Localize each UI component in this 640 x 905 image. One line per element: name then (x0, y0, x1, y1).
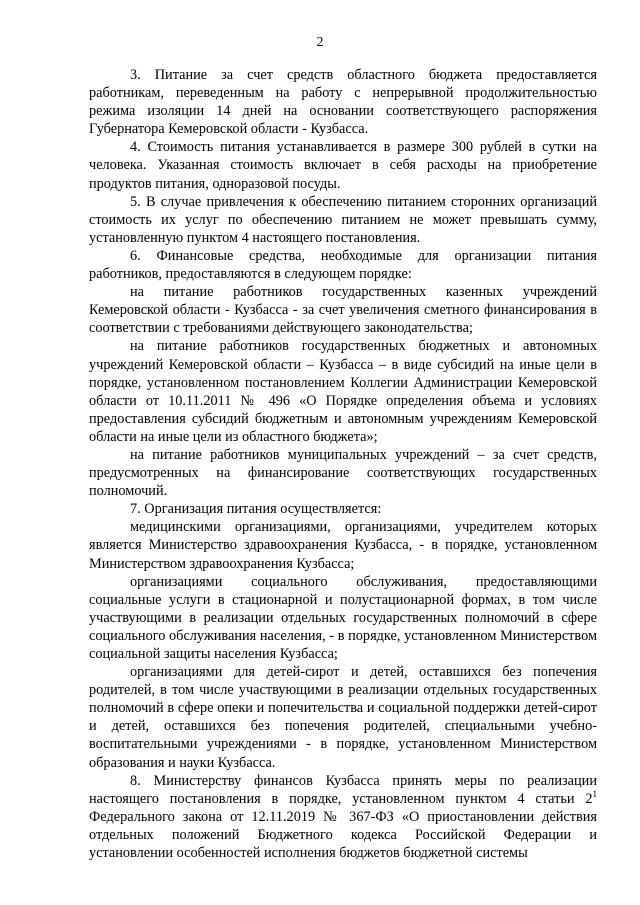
paragraph-8-text-start: 8. Министерству финансов Кузбасса принять меры по реализации настоящего постановления в порядке, установленном пунктом 4 статьи 2 (89, 772, 597, 807)
paragraph-7-item-2: организациями социального обслуживания, предоставляющими социальные услуги в стационарной и полустационарной формах, в том числе участвующими в реализации отдельных государственных полномочий в сфере социального обслуживания населения, - в порядке, установленном Министерством социальной защиты населения Кузбасса; (89, 573, 597, 662)
paragraph-7: 7. Организация питания осуществляется: (130, 501, 382, 518)
paragraph-8 (89, 772, 597, 862)
paragraph-7-item-3: организациями для детей-сирот и детей, оставшихся без попечения родителей, в том числе участвующими в реализации отдельных государственных полномочий в сфере опеки и попечительства и социальной поддержки детей-сирот и детей, оставшихся без попечения родителей, специальными учебно-воспитательными учреждениями - в порядке, установленном Министерством образования и науки Кузбасса. (89, 664, 597, 771)
paragraph-6-item-2: на питание работников государственных бюджетных и автономных учреждений Кемеровской области – Кузбасса – в виде субсидий на иные цели в порядке, установленном постановлением Коллегии Администрации Кемеровской области от 10.11.2011 № 496 «О Порядке определения объема и условиях предоставления субсидий бюджетным и автономным учреждениям Кемеровской области на иные цели из областного бюджета»; (89, 338, 597, 445)
paragraph-6-item-1: на питание работников государственных казенных учреждений Кемеровской области - Кузбасса - за счет увеличения сметного финансирования в соответствии с требованиями действующего законодательства; (89, 284, 597, 337)
page-number: 2 (316, 35, 324, 50)
paragraph-5: 5. В случае привлечения к обеспечению питанием сторонних организаций стоимость их услуг по обеспечению питанием не может превышать сумму, установленную пунктом 4 настоящего постановления. (89, 193, 597, 246)
paragraph-4: 4. Стоимость питания устанавливается в размере 300 рублей в сутки на человека. Указанная стоимость включает в себя расходы на приобретение продуктов питания, одноразовой посуды. (89, 139, 597, 192)
paragraph-6: 6. Финансовые средства, необходимые для организации питания работников, предоставляются в следующем порядке: (89, 247, 597, 283)
paragraph-6-item-3: на питание работников муниципальных учреждений – за счет средств, предусмотренных на финансирование соответствующих государственных полномочий. (89, 446, 597, 500)
paragraph-8-text-end: Федерального закона от 12.11.2019 № 367-ФЗ «О приостановлении действия отдельных положений Бюджетного кодекса Российской Федерации и установлении особенностей исполнения бюджетов бюджетной системы (89, 808, 597, 862)
document-body (89, 66, 597, 862)
paragraph-7-item-1: медицинскими организациями, организациями, учредителем которых является Министерство здравоохранения Кузбасса, - в порядке, установленном Министерством здравоохранения Кузбасса; (89, 519, 597, 572)
paragraph-3: 3. Питание за счет средств областного бюджета предоставляется работникам, переведенным на работу с непрерывной продолжительностью режима изоляции 14 дней на основании соответствующего распоряжения Губернатора Кемеровской области - Кузбасса. (89, 67, 597, 138)
paragraph-8-superscript: 1 (592, 788, 597, 799)
